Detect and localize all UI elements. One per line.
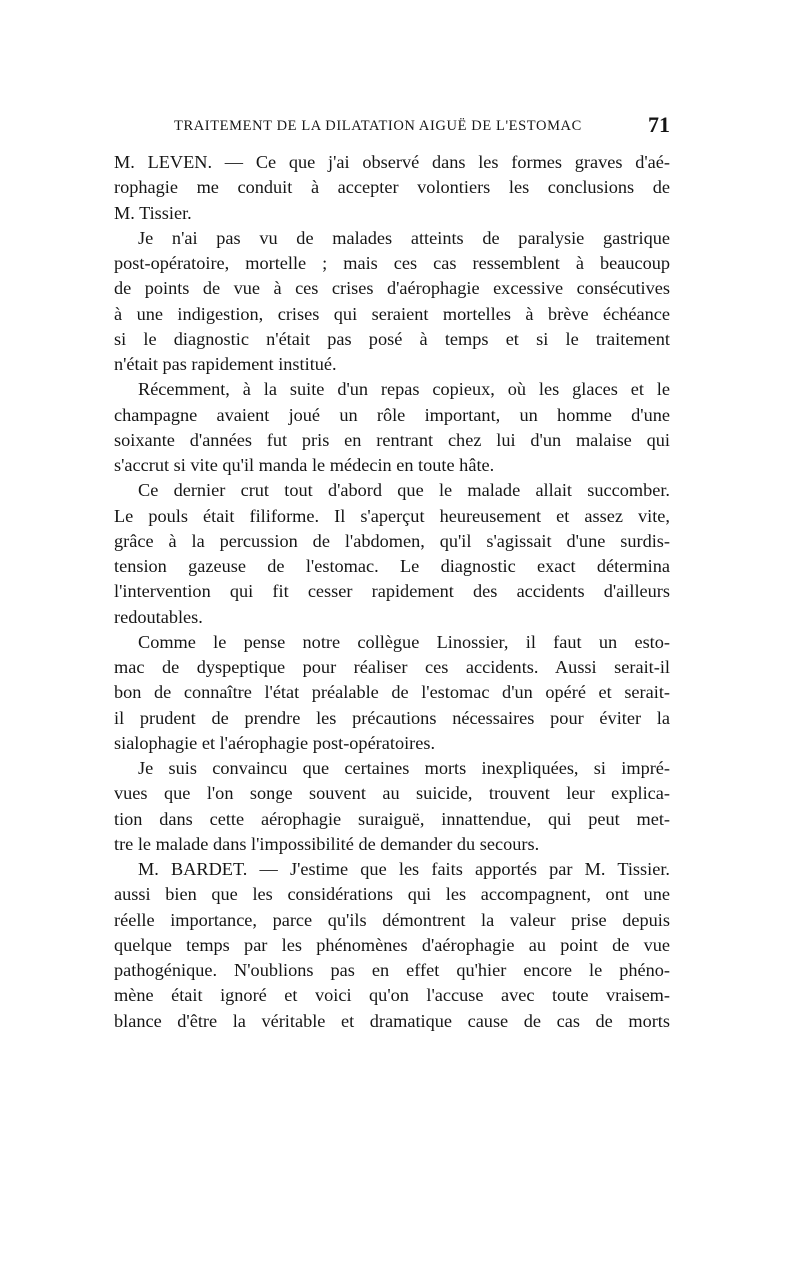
text-line: redoutables. — [114, 606, 203, 627]
text-line: Récemment, à la suite d'un repas copieux, où les glaces et le — [138, 379, 670, 400]
body-text — [114, 150, 670, 1034]
text-line: sialophagie et l'aérophagie post-opératoires. — [114, 732, 436, 753]
text-line: à une indigestion, crises qui seraient mortelles à brève échéance — [114, 303, 670, 324]
text-line: Comme le pense notre collègue Linossier, il faut un esto- — [138, 631, 670, 652]
text-line: s'accrut si vite qu'il manda le médecin en toute hâte. — [114, 455, 495, 475]
text-line: tre le malade dans l'impossibilité de demander du secours. — [114, 833, 540, 854]
text-line: M. BARDET. — J'estime que les faits apportés par M. Tissier. — [138, 859, 670, 879]
running-head — [174, 112, 670, 140]
text-line: rophagie me conduit à accepter volontiers les conclusions de — [114, 177, 670, 198]
text-line: M. Tissier. — [114, 202, 192, 223]
text-line: blance d'être la véritable et dramatique cause de cas de morts — [114, 1010, 670, 1031]
text-line: post-opératoire, mortelle ; mais ces cas ressemblent à beaucoup — [114, 253, 670, 273]
text-line: grâce à la percussion de l'abdomen, qu'il s'agissait d'une surdis- — [114, 530, 670, 551]
text-line: Je n'ai pas vu de malades atteints de paralysie gastrique — [138, 227, 670, 248]
text-line: n'était pas rapidement institué. — [114, 354, 337, 374]
text-line: mac de dyspeptique pour réaliser ces accidents. Aussi serait-il — [114, 657, 670, 677]
text-line: quelque temps par les phénomènes d'aérophagie au point de vue — [114, 934, 670, 955]
text-line: soixante d'années fut pris en rentrant chez lui d'un malaise qui — [114, 429, 670, 450]
text-line: Je suis convaincu que certaines morts inexpliquées, si impré- — [138, 758, 670, 778]
text-line: si le diagnostic n'était pas posé à temps et si le traitement — [114, 328, 670, 349]
text-line: réelle importance, parce qu'ils démontrent la valeur prise depuis — [114, 909, 670, 930]
running-title: TRAITEMENT DE LA DILATATION AIGUË DE L'ESTOMAC — [174, 118, 582, 134]
page-number: 71 — [648, 112, 670, 137]
text-line: champagne avaient joué un rôle important, un homme d'une — [114, 404, 670, 425]
text-line: mène était ignoré et voici qu'on l'accuse avec toute vraisem- — [114, 985, 670, 1006]
text-line: il prudent de prendre les précautions nécessaires pour éviter la — [114, 707, 670, 728]
text-line: bon de connaître l'état préalable de l'estomac d'un opéré et serait- — [114, 682, 670, 703]
text-line: pathogénique. N'oublions pas en effet qu'hier encore le phéno- — [114, 960, 670, 980]
text-line: Le pouls était filiforme. Il s'aperçut heureusement et assez vite, — [114, 505, 670, 526]
text-line: Ce dernier crut tout d'abord que le malade allait succomber. — [138, 480, 670, 501]
text-line: tension gazeuse de l'estomac. Le diagnostic exact détermina — [114, 556, 670, 576]
text-line: vues que l'on songe souvent au suicide, trouvent leur explica- — [114, 783, 670, 804]
text-line: l'intervention qui fit cesser rapidement des accidents d'ailleurs — [114, 581, 670, 602]
text-line: tion dans cette aérophagie suraiguë, innattendue, qui peut met- — [114, 808, 670, 829]
text-line: M. LEVEN. — Ce que j'ai observé dans les formes graves d'aé- — [114, 152, 670, 172]
text-line: de points de vue à ces crises d'aérophagie excessive consécutives — [114, 278, 670, 299]
text-line: aussi bien que les considérations qui les accompagnent, ont une — [114, 884, 670, 905]
